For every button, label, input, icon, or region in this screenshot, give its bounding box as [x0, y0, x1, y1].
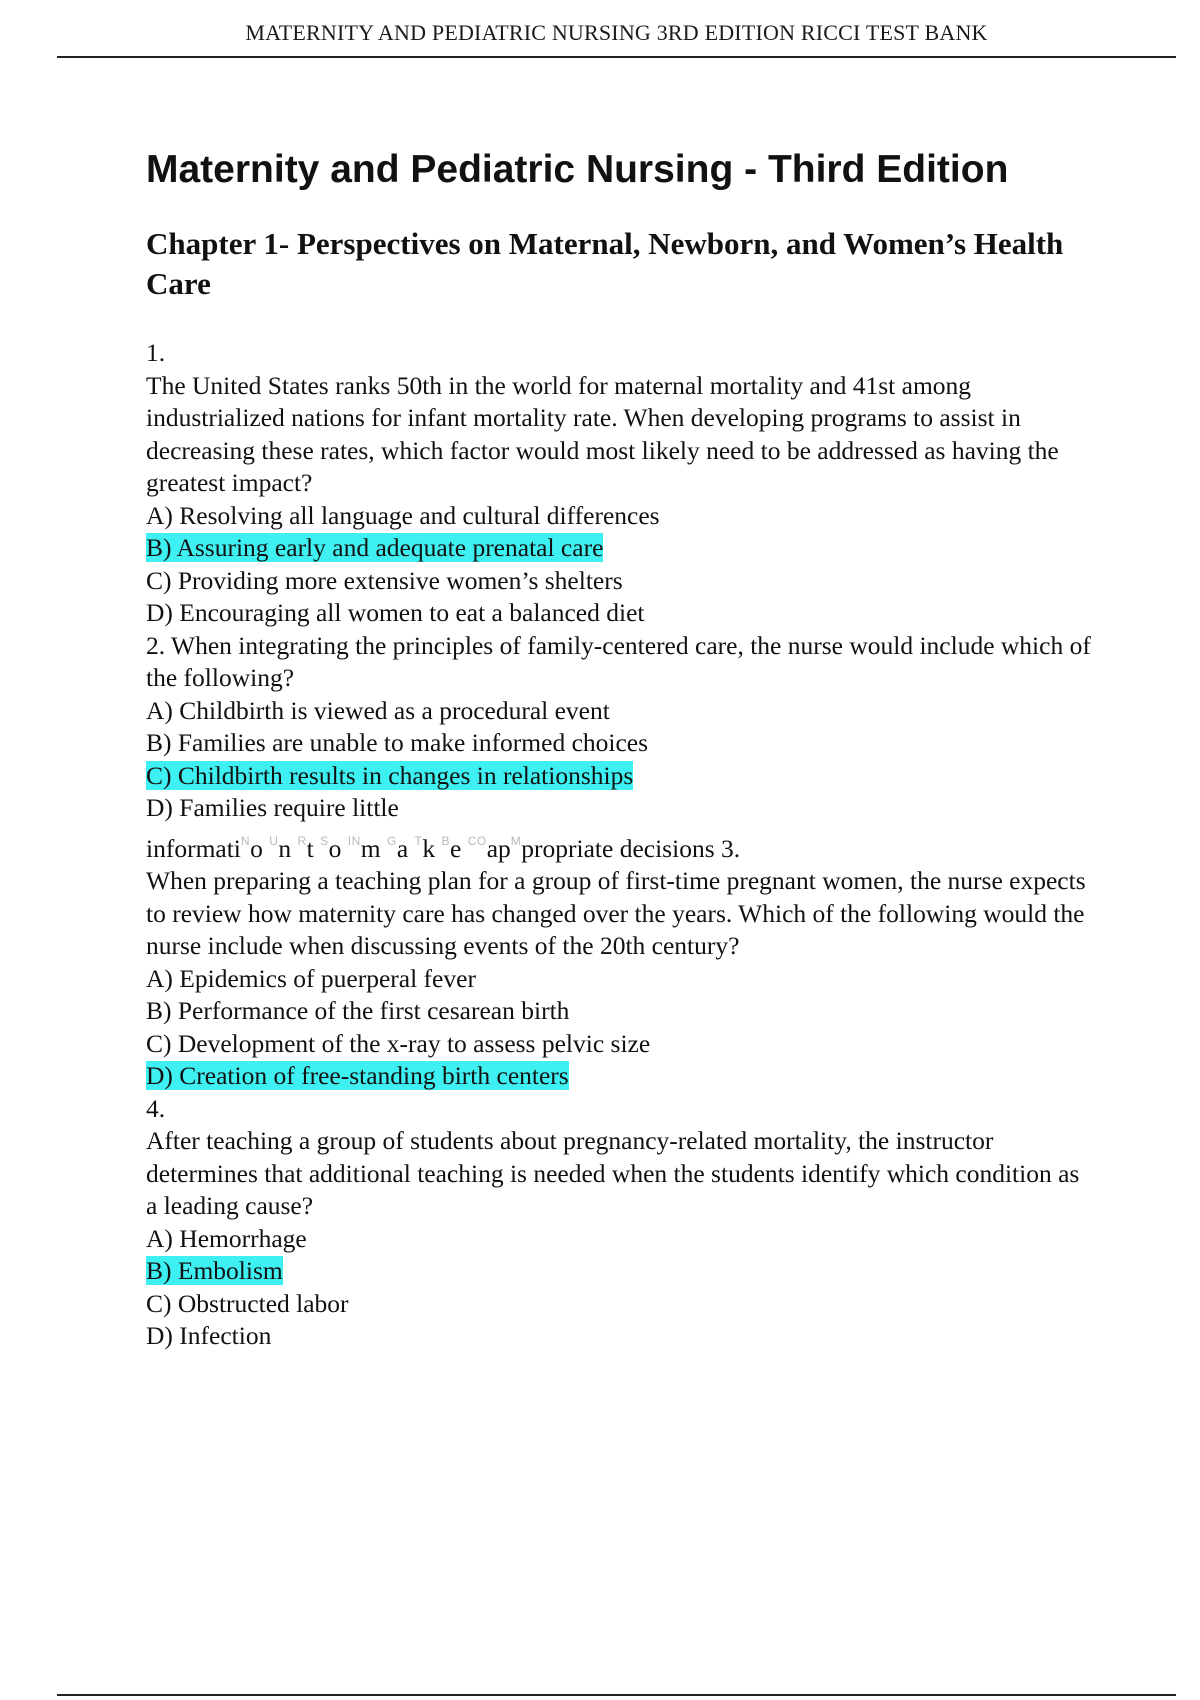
text-fragment: o [250, 833, 263, 863]
answer-option [146, 597, 1091, 630]
header-divider [57, 56, 1176, 58]
question-list [146, 337, 1098, 1353]
answer-option-correct [146, 760, 1091, 793]
watermark-letter: B [441, 833, 451, 848]
text-fragment: e [450, 833, 462, 863]
highlighted-answer: D) Creation of free-standing birth centers [146, 1061, 569, 1090]
question-number: 2. [146, 630, 166, 660]
answer-option [146, 1028, 1091, 1061]
question-stem: The United States ranks 50th in the world for maternal mortality and 41st among industrialized nations for infant mortality rate. When developing programs to assist in decreasing these rates, which factor would most likely need to be addressed as having the greatest impact? [146, 370, 1066, 497]
option-text: A) Hemorrhage [146, 1223, 307, 1253]
text-fragment: n [278, 833, 292, 863]
text-fragment: a [396, 833, 409, 863]
option-text: C) Obstructed labor [146, 1288, 349, 1318]
highlighted-answer: B) Assuring early and adequate prenatal care [146, 533, 604, 562]
text-fragment: t [306, 833, 314, 863]
text-fragment: m [360, 833, 381, 863]
option-text: B) Families are unable to make informed choices [146, 728, 649, 757]
answer-option-correct [146, 532, 1091, 565]
answer-option [146, 500, 1091, 533]
answer-option [146, 963, 1091, 996]
answer-option [146, 1288, 1091, 1321]
option-text: A) Resolving all language and cultural differences [146, 500, 660, 530]
option-text: C) Providing more extensive women’s shelters [146, 565, 623, 595]
option-text: C) Development of the x-ray to assess pelvic size [146, 1028, 651, 1058]
answer-option [146, 1223, 1091, 1256]
question-stem [146, 630, 1098, 695]
question-stem: After teaching a group of students about pregnancy-related mortality, the instructor determines that additional teaching is needed when the students identify which condition as a leading cause? [146, 1126, 1086, 1220]
watermark-letter: M [510, 833, 522, 848]
question-1 [146, 337, 1091, 630]
question-stem: When preparing a teaching plan for a group of first-time pregnant women, the nurse expects to review how maternity care has changed over the years. Which of the following would the nurse include when discussing events of the 20th century? [146, 866, 1092, 960]
answer-option [146, 695, 1091, 728]
answer-option [146, 995, 1091, 1028]
watermark-letter: S [320, 833, 329, 848]
question-2 [146, 630, 1098, 866]
option-text: D) Infection [146, 1321, 272, 1350]
footer-divider [57, 1694, 1176, 1696]
option-text: D) Encouraging all women to eat a balanced diet [146, 598, 645, 627]
watermark-letter: N [240, 833, 251, 848]
answer-option [146, 1320, 1091, 1353]
text-fragment: o [328, 833, 342, 863]
watermark-letter: U [269, 833, 279, 848]
text-fragment: k [422, 833, 436, 863]
chapter-title: Chapter 1- Perspectives on Maternal, Newborn, and Women’s Health Care [146, 226, 1064, 301]
answer-option [146, 727, 1091, 760]
running-header: MATERNITY AND PEDIATRIC NURSING 3RD EDITION RICCI TEST BANK [245, 20, 988, 45]
watermark-letter: T [414, 833, 423, 848]
answer-option [146, 565, 1091, 598]
option-text: A) Childbirth is viewed as a procedural event [146, 695, 610, 725]
text-fragment: propriate decisions 3. [521, 833, 741, 863]
page-content [146, 142, 1098, 1353]
question-3 [146, 865, 1091, 1093]
option-text: A) Epidemics of puerperal fever [146, 963, 476, 993]
answer-option [146, 792, 1091, 825]
answer-option-correct [146, 1255, 1091, 1288]
watermark-letter: CO [467, 833, 487, 848]
text-fragment: informati [146, 833, 241, 863]
question-4 [146, 1093, 1091, 1353]
option-continuation [146, 825, 1091, 866]
text-fragment: ap [486, 833, 511, 863]
question-stem-text: When integrating the principles of family-centered care, the nurse would include which of the following? [146, 630, 1098, 692]
highlighted-answer: C) Childbirth results in changes in relationships [146, 760, 634, 790]
question-number: 4. [146, 1093, 166, 1123]
book-title: Maternity and Pediatric Nursing - Third Edition [146, 148, 1009, 191]
watermark-letter: R [297, 833, 307, 848]
option-text: B) Performance of the first cesarean birth [146, 996, 570, 1025]
answer-option-correct [146, 1060, 1091, 1093]
watermark-letter: IN [347, 833, 361, 848]
option-text: D) Families require little [146, 793, 399, 822]
highlighted-answer: B) Embolism [146, 1256, 283, 1285]
watermark-letter: G [386, 833, 397, 848]
question-number: 1. [146, 338, 166, 367]
